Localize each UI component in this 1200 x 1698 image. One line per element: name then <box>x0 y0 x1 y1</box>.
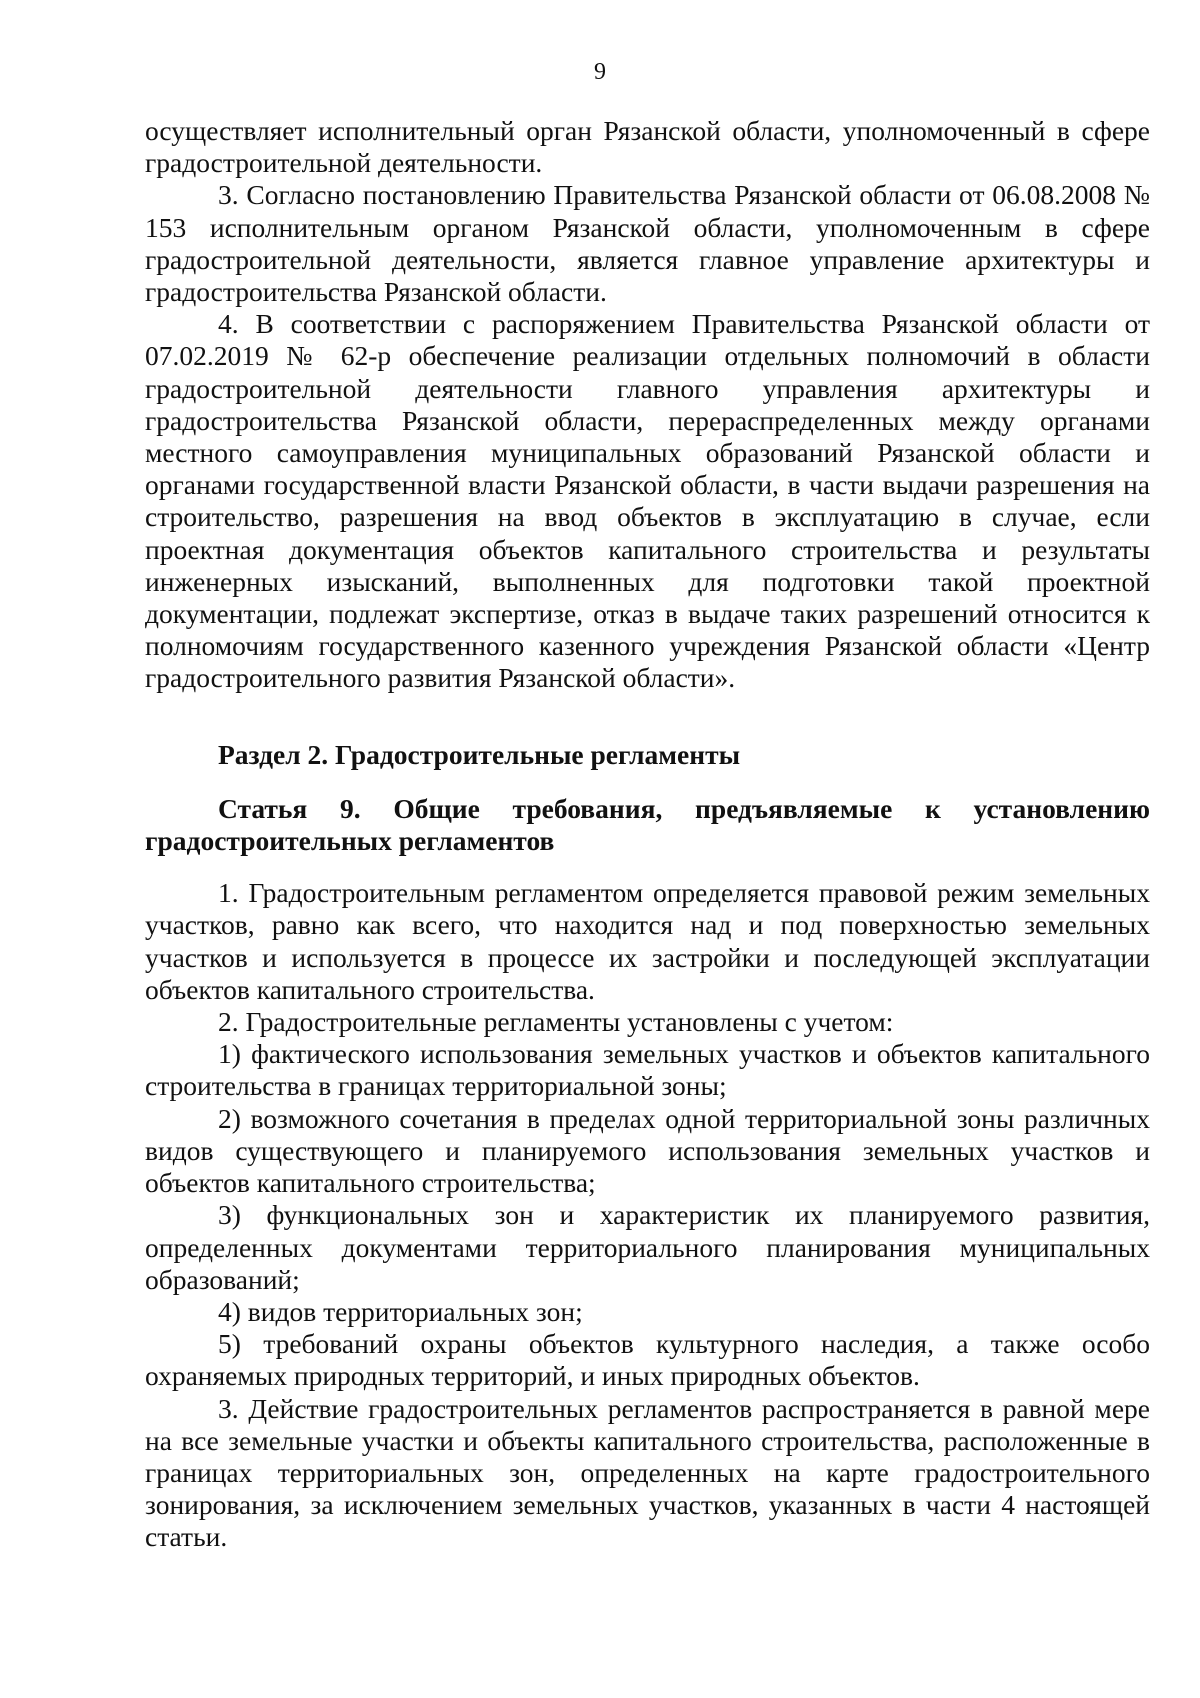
article-subitem-4: 4) видов территориальных зон; <box>218 1295 583 1327</box>
paragraph-item-4: 4. В соответствии с распоряжением Правительства Рязанской области от 07.02.2019 № 62-р обеспечение реализации отдельных полномочий в области градостроительной деятельности главного управления архитектуры и градостроительства Рязанской области, перераспределенных между органами местного самоуправления муниципальных образований Рязанской области и органами государственной власти Рязанской области, в части выдачи разрешения на строительство, разрешения на ввод объектов в эксплуатацию в случае, если проектная документация объектов капитального строительства и результаты инженерных изысканий, выполненных для подготовки такой проектной документации, подлежат экспертизе, отказ в выдаче таких разрешений относится к полномочиям государственного казенного учреждения Рязанской области «Центр градостроительного развития Рязанской области». <box>145 308 1150 694</box>
document-body <box>145 115 1150 1554</box>
article-subitem-5: 5) требований охраны объектов культурного наследия, а также особо охраняемых природных территорий, и иных природных объектов. <box>145 1328 1150 1392</box>
article-body <box>145 877 1150 1553</box>
page-number: 9 <box>594 59 606 85</box>
article-paragraph-3: 3. Действие градостроительных регламентов распространяется в равной мере на все земельные участки и объекты капитального строительства, расположенные в границах территориальных зон, определенных на карте градостроительного зонирования, за исключением земельных участков, указанных в части 4 настоящей статьи. <box>145 1392 1150 1553</box>
section-heading: Раздел 2. Градостроительные регламенты <box>218 738 741 770</box>
article-subitem-2: 2) возможного сочетания в пределах одной территориальной зоны различных видов существующего и планируемого использования земельных участков и объектов капитального строительства; <box>145 1102 1150 1199</box>
article-subitem-3: 3) функциональных зон и характеристик их планируемого развития, определенных документами территориального планирования муниципальных образований; <box>145 1199 1150 1295</box>
article-paragraph-1: 1. Градостроительным регламентом определяется правовой режим земельных участков, равно как всего, что находится над и под поверхностью земельных участков и используется в процессе их застройки и последующей эксплуатации объектов капитального строительства. <box>145 877 1150 1005</box>
article-heading: Статья 9. Общие требования, предъявляемые к установлению градостроительных регламентов <box>145 792 1150 857</box>
article-paragraph-2: 2. Градостроительные регламенты установлены с учетом: <box>218 1006 894 1038</box>
article-subitem-1: 1) фактического использования земельных участков и объектов капитального строительства в границах территориальной зоны; <box>145 1038 1150 1102</box>
paragraph-continuation: осуществляет исполнительный орган Рязанской области, уполномоченный в сфере градостроительной деятельности. <box>145 115 1150 179</box>
paragraph-item-3: 3. Согласно постановлению Правительства Рязанской области от 06.08.2008 № 153 исполнительным органом Рязанской области, уполномоченным в сфере градостроительной деятельности, является главное управление архитектуры и градостроительства Рязанской области. <box>145 179 1150 308</box>
